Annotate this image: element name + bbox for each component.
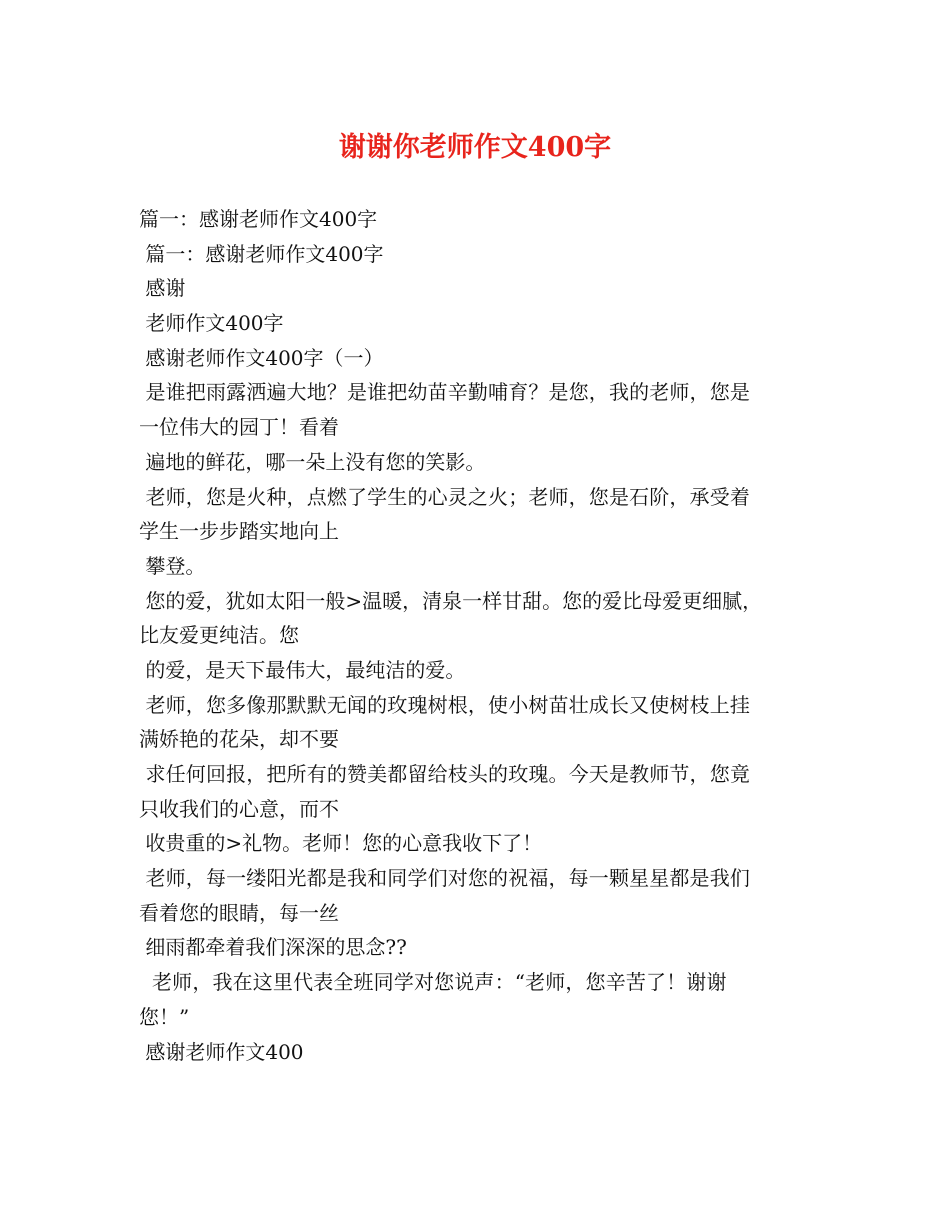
document-body bbox=[139, 202, 819, 1069]
text-line: 是谁把雨露洒遍大地？是谁把幼苗辛勤哺育？是您，我的老师，您是 bbox=[139, 380, 751, 405]
text-line: 求任何回报，把所有的赞美都留给枝头的玫瑰。今天是教师节，您竟 bbox=[139, 762, 751, 786]
text-line: 满娇艳的花朵，却不要 bbox=[139, 727, 339, 752]
text-line: 只收我们的心意，而不 bbox=[139, 796, 339, 821]
text-line: 感谢 bbox=[139, 276, 186, 301]
text-line: 看着您的眼睛，每一丝 bbox=[139, 900, 339, 925]
text-line: 您！” bbox=[139, 1004, 190, 1029]
text-line: 遍地的鲜花，哪一朵上没有您的笑影。 bbox=[139, 449, 486, 474]
document-title: 谢谢你老师作文400字 bbox=[338, 132, 612, 163]
text-line: 感谢老师作文400字（一） bbox=[139, 345, 384, 370]
text-line: 细雨都牵着我们深深的思念?? bbox=[139, 935, 407, 960]
text-line: 感谢老师作文400 bbox=[139, 1039, 304, 1064]
text-line: 比友爱更纯洁。您 bbox=[139, 623, 299, 648]
text-line: 老师，您多像那默默无闻的玫瑰树根，使小树苗壮成长又使树枝上挂 bbox=[139, 692, 751, 717]
text-line: 您的爱，犹如太阳一般>温暖，清泉一样甘甜。您的爱比母爱更细腻， bbox=[139, 588, 763, 613]
text-line: 收贵重的>礼物。老师！您的心意我收下了！ bbox=[139, 831, 543, 856]
text-line: 篇一：感谢老师作文400字 bbox=[139, 207, 378, 231]
text-line: 一位伟大的园丁！看着 bbox=[139, 415, 339, 440]
text-line: 老师，您是火种，点燃了学生的心灵之火；老师，您是石阶，承受着 bbox=[139, 484, 751, 509]
text-line: 的爱，是天下最伟大，最纯洁的爱。 bbox=[139, 657, 466, 682]
text-line: 老师，每一缕阳光都是我和同学们对您的祝福，每一颗星星都是我们 bbox=[139, 866, 751, 891]
text-line: 学生一步步踏实地向上 bbox=[139, 519, 339, 544]
text-line: 攀登。 bbox=[139, 553, 206, 578]
text-line: 篇一：感谢老师作文400字 bbox=[139, 241, 384, 266]
text-line: 老师，我在这里代表全班同学对您说声：“老师，您辛苦了！谢谢 bbox=[139, 970, 727, 995]
text-line: 老师作文400字 bbox=[139, 311, 284, 336]
